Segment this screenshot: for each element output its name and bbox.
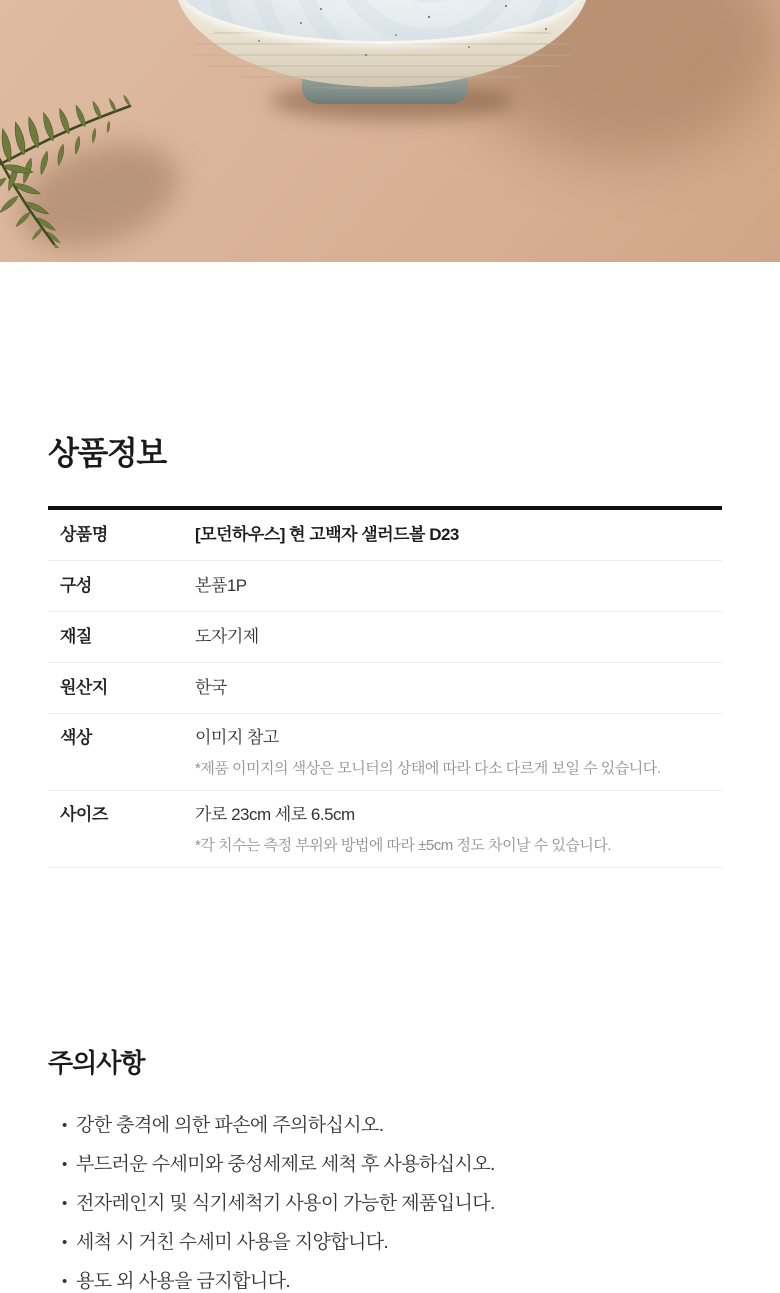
row-value: 도자기제 xyxy=(195,627,259,647)
row-label: 원산지 xyxy=(60,678,108,698)
row-value: 이미지 참고 xyxy=(195,728,279,748)
caution-item: • 부드러운 수세미와 중성세제로 세척 후 사용하십시오. xyxy=(62,1153,722,1176)
table-row-composition xyxy=(48,561,722,612)
table-row-product-name xyxy=(48,510,722,561)
fern-leaf-image xyxy=(0,46,160,248)
product-photo xyxy=(0,0,780,262)
row-label: 구성 xyxy=(60,576,92,596)
row-label: 상품명 xyxy=(60,525,108,545)
product-info-table xyxy=(48,506,722,868)
caution-item: • 강한 충격에 의한 파손에 주의하십시오. xyxy=(62,1114,722,1137)
table-row-size xyxy=(48,791,722,868)
table-row-material xyxy=(48,612,722,663)
row-value: 가로 23cm 세로 6.5cm xyxy=(195,805,355,825)
caution-item: • 전자레인지 및 식기세척기 사용이 가능한 제품입니다. xyxy=(62,1192,722,1215)
caution-item: • 세척 시 거친 수세미 사용을 지양합니다. xyxy=(62,1231,722,1254)
caution-title: 주의사항 xyxy=(48,1048,145,1079)
caution-list xyxy=(48,1114,722,1293)
table-row-origin xyxy=(48,663,722,714)
row-label: 사이즈 xyxy=(60,805,108,825)
product-info-title: 상품정보 xyxy=(48,435,166,471)
caution-item: • 용도 외 사용을 금지합니다. xyxy=(62,1270,722,1293)
row-label: 색상 xyxy=(60,728,92,748)
row-note: *제품 이미지의 색상은 모니터의 상태에 따라 다소 다르게 보일 수 있습니다. xyxy=(195,760,661,778)
table-row-color xyxy=(48,714,722,791)
row-value: 한국 xyxy=(195,678,227,698)
row-value: [모던하우스] 현 고백자 샐러드볼 D23 xyxy=(195,525,459,545)
page-content xyxy=(0,434,780,1293)
row-value: 본품1P xyxy=(195,576,247,596)
row-note: *각 치수는 측정 부위와 방법에 따라 ±5cm 정도 차이날 수 있습니다. xyxy=(195,837,612,855)
glaze-speckles xyxy=(0,0,2,2)
row-label: 재질 xyxy=(60,627,92,647)
